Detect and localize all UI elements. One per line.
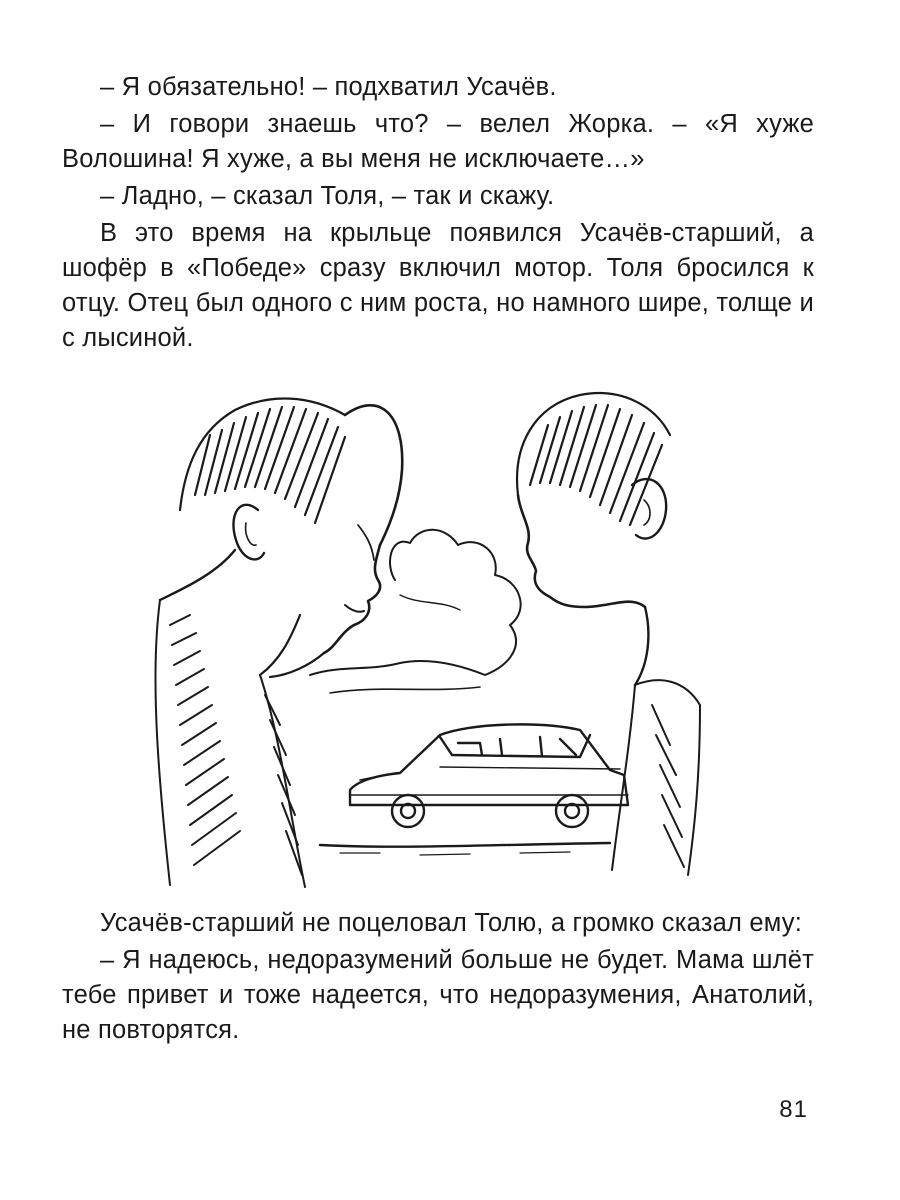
father-coat bbox=[155, 600, 305, 887]
page-number: 81 bbox=[779, 1096, 808, 1123]
paragraph: – Я обязательно! – подхватил Усачёв. bbox=[100, 73, 557, 101]
father-ear bbox=[233, 505, 264, 560]
father-head bbox=[345, 405, 402, 545]
paragraph: – И говори знаешь что? – велел Жорка. – «Я хуже Волошина! Я хуже, а вы меня не исключаете…» bbox=[62, 110, 814, 173]
exhaust-cloud bbox=[310, 530, 521, 675]
paragraph: – Я надеюсь, недоразумений больше не будет. Мама шлёт тебе привет и тоже надеется, что недоразумения, Анатолий, не повторятся. bbox=[62, 946, 814, 1044]
son-hair bbox=[517, 393, 670, 525]
illustration-father-and-son-with-car bbox=[140, 375, 720, 890]
paragraph: Усачёв-старший не поцеловал Толю, а громко сказал ему: bbox=[100, 909, 803, 937]
paragraph: – Ладно, – сказал Толя, – так и скажу. bbox=[100, 182, 555, 210]
text-block-top bbox=[62, 70, 814, 358]
paragraph: В это время на крыльце появился Усачёв-старший, а шофёр в «Победе» сразу включил мотор. Толя бросился к отцу. Отец был одного с ним роста, но намного шире, толще и с лысиной. bbox=[62, 219, 814, 352]
father-hair bbox=[180, 399, 345, 523]
ground-line bbox=[320, 843, 610, 847]
car-pobeda-icon bbox=[350, 724, 628, 827]
text-block-bottom bbox=[62, 906, 814, 1050]
son-face bbox=[518, 495, 645, 607]
father-face bbox=[324, 545, 380, 653]
